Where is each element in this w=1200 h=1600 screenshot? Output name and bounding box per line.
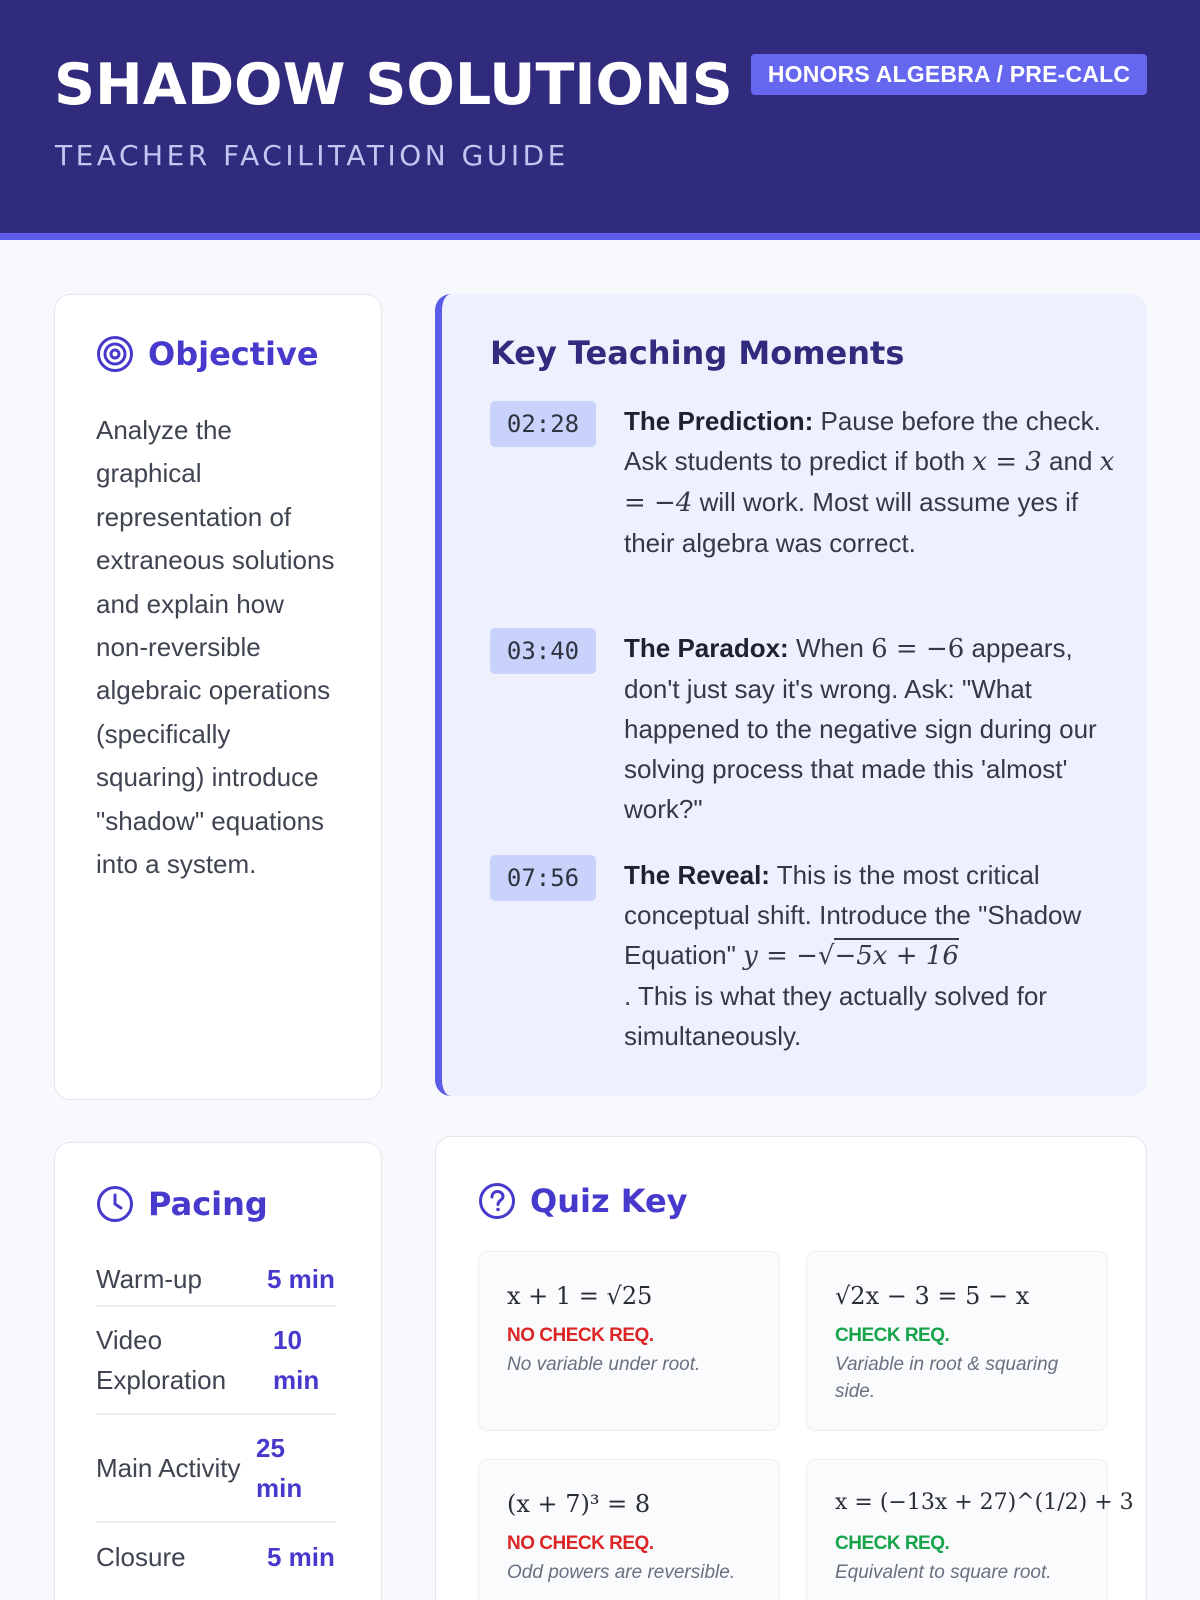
target-icon [96, 335, 134, 373]
math-expression: 6 = −6 [871, 634, 965, 664]
key-moments-panel [435, 294, 1147, 1096]
moment-heading: The Prediction: [624, 406, 814, 436]
quiz-item [806, 1459, 1134, 1600]
quiz-item [806, 1251, 1108, 1431]
clock-icon [96, 1185, 134, 1223]
pacing-card [54, 1142, 382, 1600]
quiz-equation: (x + 7)³ = 8 [507, 1490, 651, 1518]
quiz-status: CHECK REQ. [835, 1325, 950, 1346]
pacing-title: Pacing [148, 1185, 268, 1223]
objective-text: Analyze the graphical representation of extraneous solutions and explain how non-reversible algebraic operations (specifically squaring) introduce "shadow" equations into a system. [96, 415, 335, 880]
quiz-status: CHECK REQ. [835, 1533, 950, 1554]
objective-card [54, 294, 382, 1100]
math-expression: y = − [743, 941, 818, 971]
moment-text: The Prediction: Pause before the check. Ask students to predict if both x = 3 and x = −4 will work. Most will assume yes if their algebra was correct. [624, 406, 1115, 558]
pacing-value: 5 min [267, 1264, 335, 1294]
quiz-status: NO CHECK REQ. [507, 1533, 654, 1554]
pacing-row [96, 1415, 336, 1523]
key-moments-title: Key Teaching Moments [490, 334, 905, 372]
math-expression: x = −4 [624, 447, 1115, 518]
objective-title: Objective [148, 335, 319, 373]
quiz-equation: x = (−13x + 27)^(1/2) + 3 [835, 1490, 1134, 1515]
pacing-row [96, 1307, 336, 1415]
pacing-value: 10 min [273, 1325, 320, 1395]
quiz-item [478, 1459, 780, 1600]
pacing-row [96, 1253, 336, 1307]
math-expression: −5x + 16 [834, 938, 958, 971]
quiz-note: Odd powers are reversible. [507, 1562, 736, 1583]
quiz-note: Variable in root & squaring side. [835, 1354, 1059, 1402]
quiz-key-title: Quiz Key [530, 1182, 688, 1220]
level-badge: HONORS ALGEBRA / PRE-CALC [751, 54, 1147, 95]
pacing-label: Closure [96, 1542, 186, 1572]
pacing-label: Main Activity [96, 1453, 241, 1483]
quiz-status: NO CHECK REQ. [507, 1325, 654, 1346]
moment-heading: The Paradox: [624, 633, 789, 663]
quiz-equation: √2x − 3 = 5 − x [835, 1282, 1030, 1310]
moment-heading: The Reveal: [624, 860, 770, 890]
timestamp[interactable]: 07:56 [490, 855, 596, 901]
page-title: SHADOW SOLUTIONS [54, 52, 733, 118]
pacing-value: 5 min [267, 1542, 335, 1572]
moment-text: The Reveal: This is the most critical conceptual shift. Introduce the "Shadow Equation" y = −√−5x + 16 . This is what they actually solved for simultaneously. [624, 860, 1082, 1051]
quiz-note: Equivalent to square root. [835, 1562, 1052, 1583]
quiz-item [478, 1251, 780, 1431]
pacing-value: 25 min [256, 1433, 303, 1503]
page-subtitle: TEACHER FACILITATION GUIDE [55, 139, 569, 172]
page-header [0, 0, 1200, 240]
quiz-equation: x + 1 = √25 [507, 1282, 653, 1310]
timestamp[interactable]: 03:40 [490, 628, 596, 674]
moment-text: The Paradox: When 6 = −6 appears, don't just say it's wrong. Ask: "What happened to the negative sign during our solving process that made this 'almost' work?" [624, 633, 1097, 824]
pacing-label: Video Exploration [96, 1325, 227, 1395]
quiz-note: No variable under root. [507, 1354, 701, 1375]
timestamp[interactable]: 02:28 [490, 401, 596, 447]
pacing-label: Warm-up [96, 1264, 202, 1294]
math-expression: x = 3 [972, 447, 1042, 477]
pacing-row [96, 1523, 336, 1591]
question-circle-icon [478, 1182, 516, 1220]
quiz-key-card [435, 1136, 1147, 1600]
